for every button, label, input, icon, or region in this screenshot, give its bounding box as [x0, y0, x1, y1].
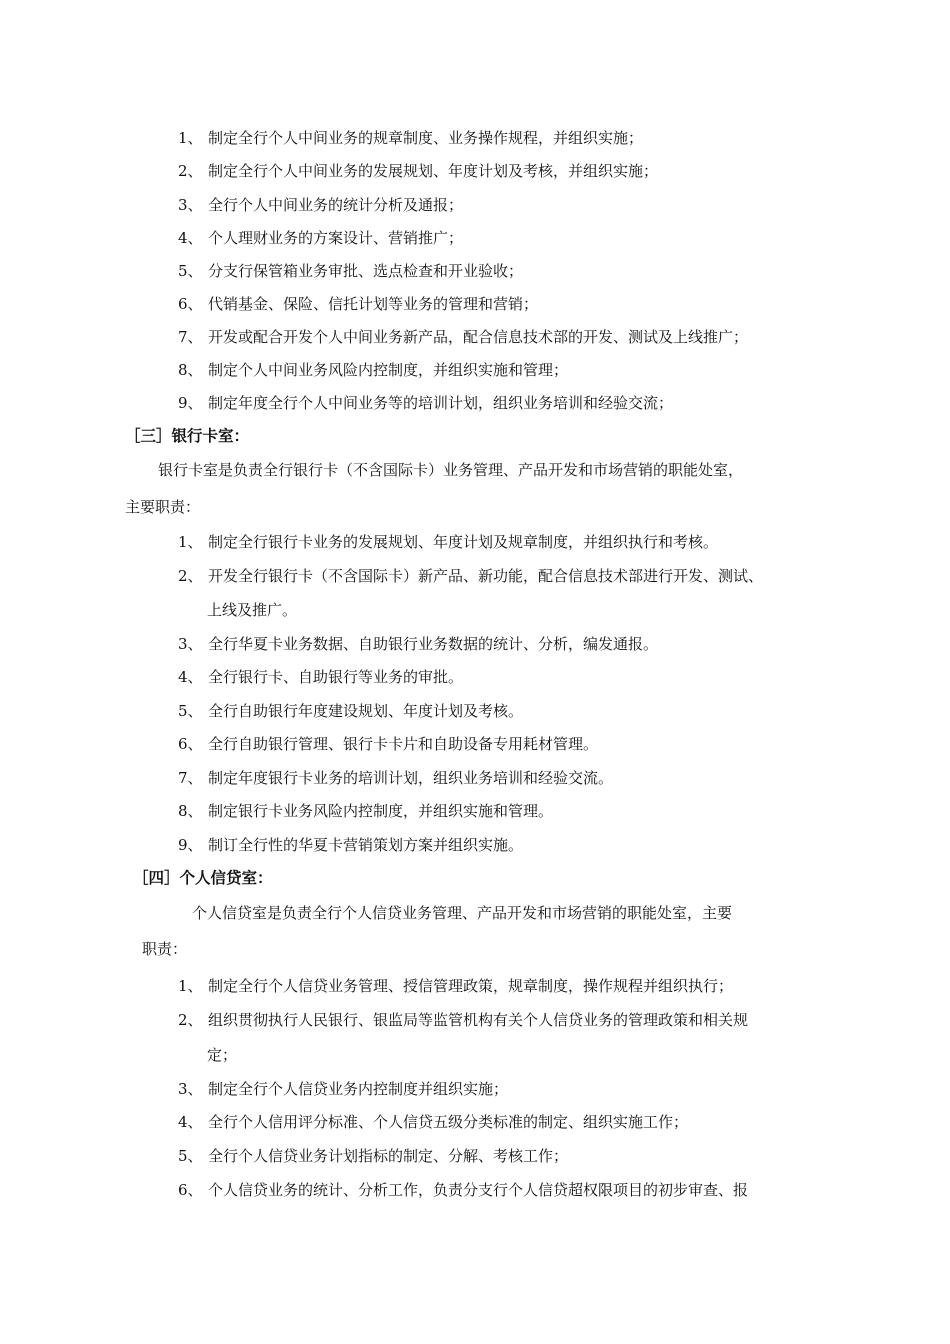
list-item: 8、 制定个人中间业务风险内控制度，并组织实施和管理；	[178, 361, 569, 379]
list-item: 1、 制定全行个人信贷业务管理、授信管理政策，规章制度，操作规程并组织执行；	[178, 977, 734, 995]
list-item: 5、 分支行保管箱业务审批、选点检查和开业验收；	[178, 262, 524, 280]
section-intro: 银行卡室是负责全行银行卡（不含国际卡）业务管理、产品开发和市场营销的职能处室，	[158, 461, 744, 479]
list-item: 2、 制定全行个人中间业务的发展规划、年度计划及考核，并组织实施；	[178, 162, 659, 180]
list-item: 1、 制定全行银行卡业务的发展规划、年度计划及规章制度，并组织执行和考核。	[178, 533, 719, 551]
section-intro: 个人信贷室是负责全行个人信贷业务管理、产品开发和市场营销的职能处室，主要	[192, 904, 733, 922]
list-item: 6、 个人信贷业务的统计、分析工作，负责分支行个人信贷超权限项目的初步审查、报	[178, 1181, 749, 1199]
list-item: 5、 全行个人信贷业务计划指标的制定、分解、考核工作；	[178, 1147, 569, 1165]
list-item: 9、 制订全行性的华夏卡营销策划方案并组织实施。	[178, 836, 524, 854]
list-item: 2、 开发全行银行卡（不含国际卡）新产品、新功能，配合信息技术部进行开发、测试、	[178, 567, 764, 585]
list-item: 2、 组织贯彻执行人民银行、银监局等监管机构有关个人信贷业务的管理政策和相关规	[178, 1011, 749, 1029]
list-item: 4、 个人理财业务的方案设计、营销推广；	[178, 229, 464, 247]
list-item: 4、 全行银行卡、自助银行等业务的审批。	[178, 668, 464, 686]
list-item: 7、 开发或配合开发个人中间业务新产品，配合信息技术部的开发、测试及上线推广；	[178, 328, 749, 346]
list-item: 3、 全行个人中间业务的统计分析及通报；	[178, 196, 464, 214]
section-heading: ［四］个人信贷室：	[133, 868, 273, 887]
list-item: 6、 代销基金、保险、信托计划等业务的管理和营销；	[178, 295, 539, 313]
list-item: 8、 制定银行卡业务风险内控制度，并组织实施和管理。	[178, 802, 554, 820]
list-item-continued: 定；	[207, 1046, 238, 1064]
list-item: 6、 全行自助银行管理、银行卡卡片和自助设备专用耗材管理。	[178, 735, 599, 753]
list-item: 7、 制定年度银行卡业务的培训计划，组织业务培训和经验交流。	[178, 769, 614, 787]
list-item: 3、 制定全行个人信贷业务内控制度并组织实施；	[178, 1080, 509, 1098]
section-intro-continued: 职责：	[142, 940, 188, 958]
list-item: 4、 全行个人信用评分标准、个人信贷五级分类标准的制定、组织实施工作；	[178, 1113, 689, 1131]
section-heading: ［三］银行卡室：	[125, 426, 250, 445]
list-item: 5、 全行自助银行年度建设规划、年度计划及考核。	[178, 702, 524, 720]
list-item-continued: 上线及推广。	[207, 601, 298, 619]
list-item: 3、 全行华夏卡业务数据、自助银行业务数据的统计、分析，编发通报。	[178, 635, 659, 653]
list-item: 1、 制定全行个人中间业务的规章制度、业务操作规程，并组织实施；	[178, 129, 644, 147]
list-item: 9、 制定年度全行个人中间业务等的培训计划，组织业务培训和经验交流；	[178, 394, 674, 412]
section-intro-continued: 主要职责：	[125, 498, 201, 516]
